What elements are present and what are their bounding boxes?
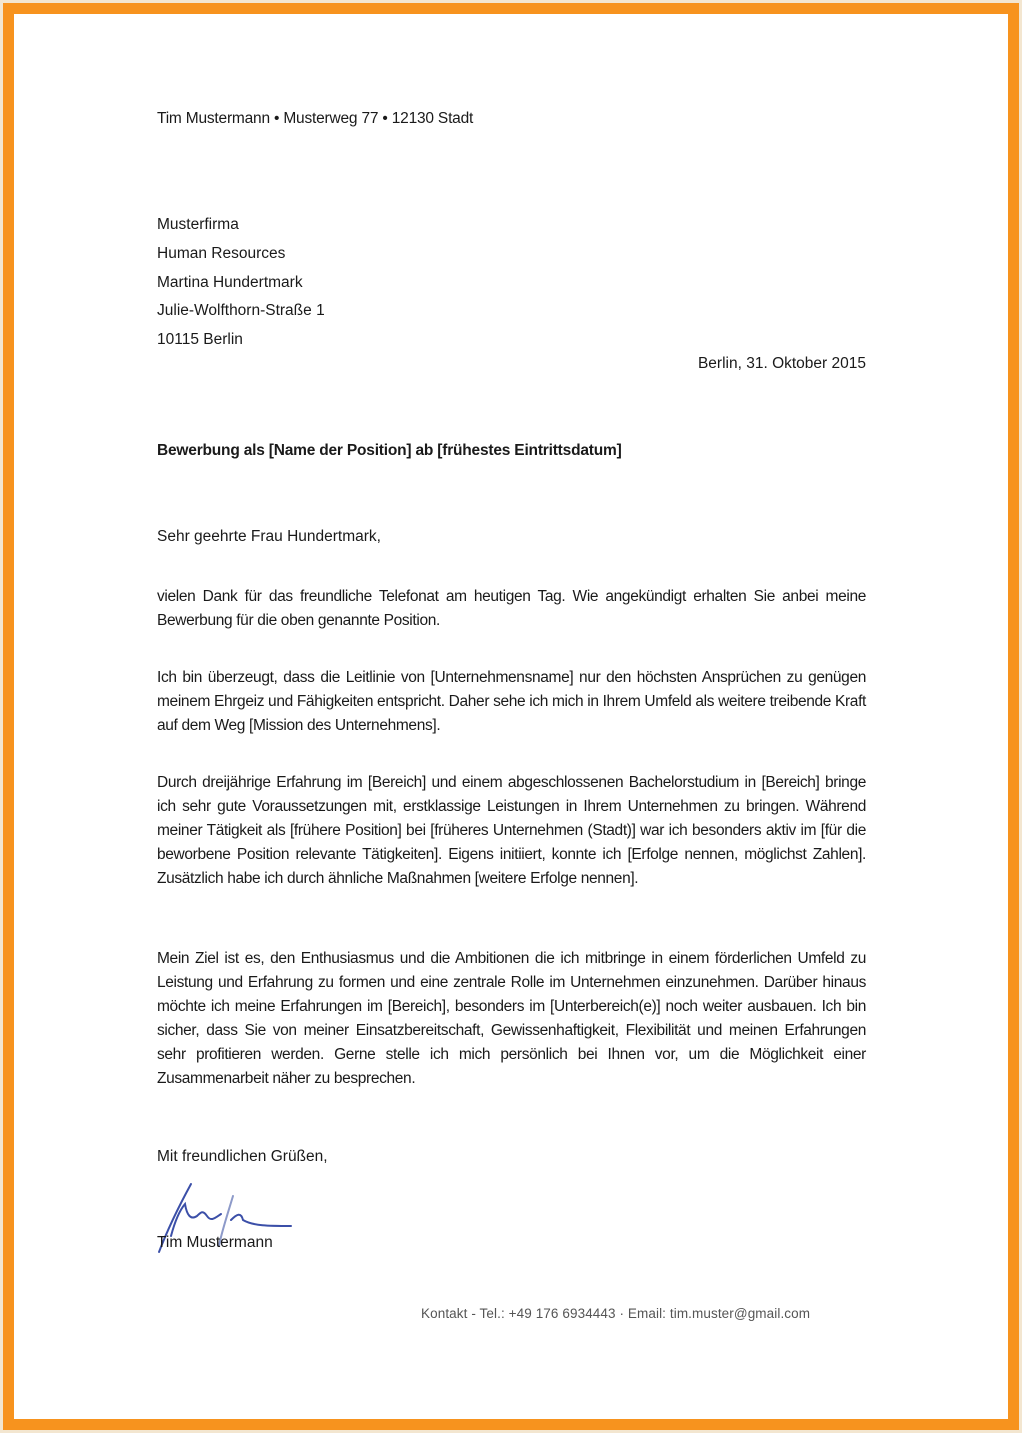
sender-address-line: Tim Mustermann • Musterweg 77 • 12130 Stadt: [157, 110, 474, 127]
recipient-street: Julie-Wolfthorn-Straße 1: [157, 302, 325, 320]
body-paragraph-4: Mein Ziel ist es, den Enthusiasmus und die Ambitionen die ich mitbringe in einem förderlichen Umfeld zu Leistung und Erfahrung zu formen und eine zentrale Rolle im Unternehmen einzunehmen. Darüber hinaus möchte ich meine Erfahrungen im [Bereich], besonders im [Unterbereich(e)] noch weiter ausbauen. Ich bin sicher, dass Sie von meiner Einsatzbereitschaft, Gewissenhaftigkeit, Flexibilität und meinen Erfahrungen sehr profitieren werden. Gerne stelle ich mich persönlich bei Ihnen vor, um die Möglichkeit einer Zusammenarbeit näher zu besprechen.: [157, 950, 866, 1087]
closing-phrase: Mit freundlichen Grüßen,: [157, 1148, 328, 1165]
letter-subject: Bewerbung als [Name der Position] ab [frühestes Eintrittsdatum]: [157, 442, 622, 459]
signer-name: Tim Mustermann: [157, 1234, 273, 1251]
body-paragraph-1: vielen Dank für das freundliche Telefonat am heutigen Tag. Wie angekündigt erhalten Sie anbei meine Bewerbung für die oben genannte Position.: [157, 588, 866, 629]
recipient-address-block: [157, 211, 325, 355]
letter-date: Berlin, 31. Oktober 2015: [697, 355, 866, 372]
recipient-contact: Martina Hundertmark: [157, 273, 303, 291]
salutation: Sehr geehrte Frau Hundertmark,: [157, 528, 381, 545]
recipient-city: 10115 Berlin: [157, 331, 243, 349]
contact-footer: Kontakt - Tel.: +49 176 6934443 · Email: tim.muster@gmail.com: [421, 1306, 811, 1321]
body-paragraph-3: Durch dreijährige Erfahrung im [Bereich] und einem abgeschlossenen Bachelorstudium in [Bereich] bringe ich sehr gute Voraussetzungen mit, erstklassige Leistungen in Ihrem Unternehmen zu bringen. Während meiner Tätigkeit als [frühere Position] bei [früheres Unternehmen (Stadt)] war ich besonders aktiv im [für die beworbene Position relevante Tätigkeiten]. Eigens initiiert, konnte ich [Erfolge nennen, möglichst Zahlen]. Zusätzlich habe ich durch ähnliche Maßnahmen [weitere Erfolge nennen].: [157, 774, 866, 887]
letter-page: [3, 3, 1019, 1430]
recipient-company: Musterfirma: [157, 216, 239, 233]
recipient-department: Human Resources: [157, 244, 286, 262]
body-paragraph-2: Ich bin überzeugt, dass die Leitlinie von [Unternehmensname] nur den höchsten Ansprüchen zu genügen meinem Ehrgeiz und Fähigkeiten entspricht. Daher sehe ich mich in Ihrem Umfeld als weitere treibende Kraft auf dem Weg [Mission des Unternehmens].: [157, 669, 866, 734]
